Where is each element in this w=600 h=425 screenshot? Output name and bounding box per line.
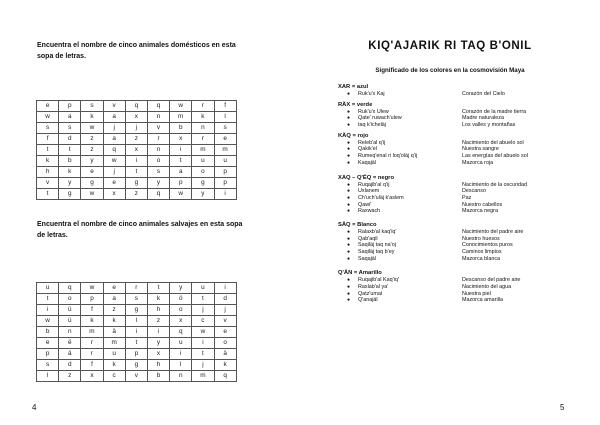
grid-cell: q <box>125 101 147 112</box>
grid-cell: r <box>147 134 169 145</box>
grid-cell: b <box>37 327 59 338</box>
grid-cell: t <box>125 167 147 178</box>
grid-cell: r <box>192 134 214 145</box>
grid-cell: r <box>192 101 214 112</box>
kaqchikel-term: Kaqajäl <box>358 159 376 166</box>
grid-cell: n <box>192 123 214 134</box>
grid-cell: o <box>214 338 236 349</box>
bullet-icon: ● <box>347 290 351 297</box>
grid-cell: x <box>125 112 147 123</box>
color-row <box>338 256 588 263</box>
grid-cell: ë <box>59 338 81 349</box>
grid-row <box>37 178 237 189</box>
spanish-meaning: Caminos limpios <box>462 249 502 255</box>
grid-row <box>37 189 237 200</box>
grid-cell: y <box>81 156 103 167</box>
grid-cell: m <box>192 371 214 382</box>
grid-cell: ä <box>214 349 236 360</box>
grid-cell: d <box>59 134 81 145</box>
grid-cell: k <box>59 167 81 178</box>
color-row <box>338 153 588 160</box>
spanish-meaning: Mazorca negra <box>462 208 498 215</box>
word-search-domestic <box>36 100 237 200</box>
grid-cell: i <box>125 156 147 167</box>
grid-cell: l <box>214 112 236 123</box>
grid-cell: h <box>147 360 169 371</box>
grid-cell: x <box>147 349 169 360</box>
kaqchikel-term: taq k'icheläj <box>358 122 386 129</box>
color-heading: XAR = azul <box>338 84 369 90</box>
grid-row <box>37 101 237 112</box>
grid-cell: t <box>170 156 192 167</box>
kaqchikel-term: Q'anajäl <box>358 297 378 304</box>
color-row <box>338 236 588 243</box>
grid-cell: p <box>170 178 192 189</box>
bullet-icon: ● <box>347 277 351 284</box>
color-group <box>338 84 588 98</box>
grid-cell: p <box>214 167 236 178</box>
grid-cell: f <box>214 101 236 112</box>
grid-cell: l <box>37 371 59 382</box>
color-heading: RÄX = verde <box>338 101 373 108</box>
grid-cell: w <box>192 327 214 338</box>
bullet-icon: ● <box>347 188 351 195</box>
spanish-meaning: Mazorca blanca <box>462 255 501 262</box>
grid-cell: w <box>81 123 103 134</box>
color-row <box>338 91 588 98</box>
grid-row <box>37 123 237 134</box>
bullet-icon: ● <box>347 108 351 115</box>
grid-cell: r <box>81 349 103 360</box>
grid-cell: p <box>125 349 147 360</box>
grid-cell: t <box>37 145 59 156</box>
grid-cell: m <box>81 327 103 338</box>
color-row <box>338 291 588 298</box>
grid-cell: w <box>37 112 59 123</box>
color-row <box>338 140 588 147</box>
grid-cell: o <box>192 167 214 178</box>
grid-cell: w <box>37 316 59 327</box>
color-row <box>338 160 588 167</box>
grid-cell: i <box>214 189 236 200</box>
grid-cell: u <box>192 156 214 167</box>
color-heading: SÄQ = Blanco <box>338 221 377 228</box>
grid-cell: w <box>170 101 192 112</box>
grid-cell: c <box>192 316 214 327</box>
bullet-icon: ● <box>347 284 351 291</box>
grid-cell: r <box>81 338 103 349</box>
spanish-meaning: Descanso <box>462 188 486 195</box>
grid-cell: p <box>37 349 59 360</box>
grid-cell: t <box>192 294 214 305</box>
grid-cell: c <box>103 371 125 382</box>
bullet-icon: ● <box>347 159 351 166</box>
grid-row <box>37 316 237 327</box>
grid-cell: s <box>125 294 147 305</box>
grid-cell: i <box>170 145 192 156</box>
grid-cell: y <box>192 189 214 200</box>
grid-cell: e <box>81 167 103 178</box>
grid-row <box>37 349 237 360</box>
grid-cell: i <box>125 327 147 338</box>
kaqchikel-term: Rumeq'enal ri loq'oläj q'ij <box>358 153 418 160</box>
grid-cell: k <box>214 360 236 371</box>
grid-cell: z <box>125 134 147 145</box>
grid-cell: o <box>147 156 169 167</box>
color-heading: XAQ – Q'ËQ = negro <box>338 174 394 181</box>
kaqchikel-term: Qab'aqil <box>358 235 378 242</box>
kaqchikel-term: Ruqajib'al q'ij <box>358 181 390 188</box>
grid-cell: q <box>147 101 169 112</box>
grid-cell: y <box>59 178 81 189</box>
kaqchikel-term: Saqiläj taq b'ey <box>358 249 395 255</box>
grid-cell: a <box>103 294 125 305</box>
color-group <box>338 222 588 262</box>
grid-cell: v <box>147 123 169 134</box>
color-row <box>338 182 588 189</box>
kaqchikel-term: Ruk'u'x Ulew <box>358 108 389 115</box>
spanish-meaning: Nacimiento del agua <box>462 284 512 291</box>
grid-cell: m <box>214 145 236 156</box>
color-row <box>338 109 588 116</box>
color-row <box>338 229 588 236</box>
grid-cell: q <box>103 145 125 156</box>
grid-cell: v <box>37 178 59 189</box>
grid-cell: x <box>170 134 192 145</box>
grid-cell: j <box>214 305 236 316</box>
grid-cell: g <box>81 178 103 189</box>
grid-cell: m <box>103 338 125 349</box>
grid-cell: f <box>81 305 103 316</box>
spanish-meaning: Descanso del padre aire <box>462 277 521 284</box>
color-row <box>338 208 588 215</box>
grid-cell: m <box>170 112 192 123</box>
grid-cell: t <box>192 349 214 360</box>
spanish-meaning: Mazorca amarilla <box>462 297 504 304</box>
instruction-domestic: Encuentra el nombre de cinco animales domésticos en esta sopa de letras. <box>37 42 236 60</box>
grid-cell: u <box>214 156 236 167</box>
spanish-meaning: Nuestro huesos <box>462 235 500 242</box>
grid-cell: v <box>125 371 147 382</box>
grid-cell: x <box>103 189 125 200</box>
grid-cell: e <box>37 101 59 112</box>
grid-row <box>37 294 237 305</box>
bullet-icon: ● <box>347 153 351 160</box>
grid-cell: t <box>37 294 59 305</box>
grid-cell: s <box>37 360 59 371</box>
grid-cell: m <box>192 145 214 156</box>
grid-cell: q <box>170 327 192 338</box>
grid-cell: s <box>37 123 59 134</box>
kaqchikel-term: Qakik'el <box>358 146 378 153</box>
grid-cell: j <box>103 167 125 178</box>
spanish-meaning: Nacimiento del padre aire <box>462 228 524 235</box>
grid-cell: t <box>147 283 169 294</box>
kaqchikel-term: Raxlab'al ya' <box>358 284 389 291</box>
grid-cell: z <box>59 371 81 382</box>
grid-cell: i <box>37 305 59 316</box>
grid-cell: u <box>170 338 192 349</box>
grid-cell: i <box>147 327 169 338</box>
page-title: KIQ'AJARIK RI TAQ B'ONIL <box>368 40 532 52</box>
grid-cell: j <box>192 360 214 371</box>
spanish-meaning: Los valles y montañas <box>462 122 516 129</box>
bullet-icon: ● <box>347 297 351 304</box>
grid-cell: o <box>59 294 81 305</box>
bullet-icon: ● <box>347 208 351 215</box>
grid-cell: l <box>125 316 147 327</box>
spanish-meaning: Nuestro cabellos <box>462 201 503 208</box>
bullet-icon: ● <box>347 115 351 122</box>
grid-cell: w <box>81 189 103 200</box>
color-row <box>338 202 588 209</box>
grid-cell: i <box>192 338 214 349</box>
grid-cell: t <box>125 338 147 349</box>
grid-cell: o <box>170 305 192 316</box>
grid-cell: x <box>170 316 192 327</box>
grid-cell: e <box>214 134 236 145</box>
color-row <box>338 195 588 202</box>
kaqchikel-term: Qatz'umal <box>358 290 383 297</box>
color-heading: Q'ÄN = Amarillo <box>338 270 382 277</box>
grid-cell: z <box>125 189 147 200</box>
spanish-meaning: Nuestra piel <box>462 290 491 297</box>
grid-cell: w <box>103 156 125 167</box>
grid-cell: j <box>103 123 125 134</box>
grid-cell: k <box>147 294 169 305</box>
grid-cell: x <box>81 371 103 382</box>
color-group <box>338 133 588 167</box>
grid-cell: e <box>103 178 125 189</box>
color-group <box>338 102 588 129</box>
spanish-meaning: Conocimientos puros <box>462 242 513 249</box>
kaqchikel-term: Ruqajib'al Kaq'iq' <box>358 277 399 284</box>
grid-cell: u <box>37 283 59 294</box>
grid-cell: n <box>147 112 169 123</box>
spanish-meaning: Las energías del abuelo sol <box>462 153 528 160</box>
spanish-meaning: Madre naturaleza <box>462 115 504 122</box>
kaqchikel-term: Raxwach <box>358 208 381 215</box>
kaqchikel-term: Uxlanem <box>358 188 380 195</box>
bullet-icon: ● <box>347 181 351 188</box>
spanish-meaning: Nacimiento del abuelo sol <box>462 139 524 146</box>
grid-row <box>37 156 237 167</box>
grid-cell: b <box>170 123 192 134</box>
grid-cell: f <box>37 134 59 145</box>
bullet-icon: ● <box>347 146 351 153</box>
grid-cell: k <box>192 112 214 123</box>
grid-row <box>37 338 237 349</box>
instruction-wild: Encuentra el nombre de cinco animales salvajes en esta sopa de letras. <box>37 221 243 239</box>
spanish-meaning: Nuestra sangre <box>462 146 499 153</box>
grid-cell: b <box>59 156 81 167</box>
grid-cell: q <box>59 283 81 294</box>
kaqchikel-term: Saqiläj taq na'oj <box>358 242 396 249</box>
grid-row <box>37 112 237 123</box>
grid-cell: t <box>59 145 81 156</box>
grid-cell: g <box>59 189 81 200</box>
grid-row <box>37 360 237 371</box>
color-row <box>338 277 588 284</box>
color-row <box>338 284 588 291</box>
grid-cell: g <box>125 178 147 189</box>
grid-cell: ä <box>103 327 125 338</box>
grid-cell: n <box>59 327 81 338</box>
grid-cell: n <box>170 371 192 382</box>
bullet-icon: ● <box>347 194 351 201</box>
grid-cell: y <box>170 283 192 294</box>
kaqchikel-term: Ruk'u'x Kaj <box>358 91 385 97</box>
grid-row <box>37 371 237 382</box>
bullet-icon: ● <box>347 235 351 242</box>
right-page <box>300 0 600 425</box>
bullet-icon: ● <box>347 122 351 129</box>
grid-cell: ö <box>170 294 192 305</box>
grid-row <box>37 305 237 316</box>
grid-cell: i <box>214 283 236 294</box>
bullet-icon: ● <box>347 255 351 262</box>
kaqchikel-term: Qate' ruwach'ulew <box>358 115 402 122</box>
grid-cell: x <box>125 145 147 156</box>
grid-cell: e <box>103 283 125 294</box>
kaqchikel-term: Ch'uch'uläj k'aslem <box>358 194 404 201</box>
grid-cell: s <box>214 123 236 134</box>
bullet-icon: ● <box>347 242 351 249</box>
page-number-right: 5 <box>560 403 565 412</box>
color-meanings <box>338 84 588 304</box>
grid-row <box>37 167 237 178</box>
color-row <box>338 146 588 153</box>
grid-cell: l <box>170 360 192 371</box>
grid-cell: k <box>81 112 103 123</box>
grid-cell: v <box>214 316 236 327</box>
page-number-left: 4 <box>32 403 37 412</box>
color-row <box>338 115 588 122</box>
grid-cell: k <box>103 316 125 327</box>
grid-cell: u <box>103 349 125 360</box>
grid-cell: s <box>81 101 103 112</box>
bullet-icon: ● <box>347 201 351 208</box>
grid-cell: g <box>125 305 147 316</box>
grid-cell: z <box>81 145 103 156</box>
grid-cell: ä <box>59 349 81 360</box>
kaqchikel-term: Releb'al q'ij <box>358 139 386 146</box>
bullet-icon: ● <box>347 91 351 97</box>
grid-cell: n <box>147 145 169 156</box>
grid-cell: a <box>170 167 192 178</box>
grid-cell: p <box>81 294 103 305</box>
color-row <box>338 249 588 256</box>
bullet-icon: ● <box>347 249 351 255</box>
grid-cell: e <box>214 327 236 338</box>
grid-cell: h <box>147 305 169 316</box>
grid-cell: w <box>170 189 192 200</box>
grid-cell: d <box>214 294 236 305</box>
spanish-meaning: Mazorca roja <box>462 159 494 166</box>
grid-row <box>37 283 237 294</box>
grid-cell: i <box>170 349 192 360</box>
grid-cell: z <box>147 316 169 327</box>
grid-cell: j <box>192 305 214 316</box>
kaqchikel-term: Ralaxb'al kaq'iq' <box>358 228 397 235</box>
grid-cell: a <box>103 134 125 145</box>
color-heading: KÄQ = rojo <box>338 132 369 139</box>
grid-cell: f <box>81 360 103 371</box>
grid-cell: q <box>214 371 236 382</box>
grid-row <box>37 145 237 156</box>
grid-cell: u <box>192 283 214 294</box>
spanish-meaning: Corazón del Cielo <box>462 91 505 97</box>
grid-cell: h <box>37 167 59 178</box>
grid-cell: a <box>103 112 125 123</box>
grid-row <box>37 327 237 338</box>
color-row <box>338 297 588 304</box>
grid-cell: y <box>147 178 169 189</box>
grid-cell: r <box>125 283 147 294</box>
color-group <box>338 270 588 304</box>
grid-row <box>37 134 237 145</box>
grid-cell: t <box>37 189 59 200</box>
color-row <box>338 122 588 129</box>
grid-cell: g <box>125 360 147 371</box>
bullet-icon: ● <box>347 228 351 235</box>
bullet-icon: ● <box>347 139 351 146</box>
grid-cell: z <box>103 305 125 316</box>
grid-cell: k <box>37 156 59 167</box>
grid-cell: s <box>59 123 81 134</box>
grid-cell: z <box>81 134 103 145</box>
spanish-meaning: Paz <box>462 194 472 201</box>
grid-cell: b <box>147 371 169 382</box>
spanish-meaning: Nacimiento de la oscuridad <box>462 181 528 188</box>
word-search-wild <box>36 282 237 382</box>
page-subtitle: Significado de los colores en la cosmovisión Maya <box>375 67 525 74</box>
color-group <box>338 175 588 215</box>
grid-cell: q <box>147 189 169 200</box>
kaqchikel-term: Qawi' <box>358 201 372 208</box>
kaqchikel-term: Saqajäl <box>358 255 376 262</box>
grid-cell: g <box>192 178 214 189</box>
grid-cell: k <box>103 360 125 371</box>
grid-cell: p <box>59 101 81 112</box>
grid-cell: ü <box>59 305 81 316</box>
grid-cell: y <box>147 338 169 349</box>
grid-cell: p <box>214 178 236 189</box>
grid-cell: d <box>59 360 81 371</box>
color-row <box>338 242 588 249</box>
grid-cell: k <box>81 316 103 327</box>
grid-cell: w <box>81 283 103 294</box>
grid-cell: s <box>147 167 169 178</box>
grid-cell: ü <box>59 316 81 327</box>
spanish-meaning: Corazón de la madre tierra <box>462 108 527 115</box>
grid-cell: j <box>125 123 147 134</box>
color-row <box>338 188 588 195</box>
grid-cell: a <box>59 112 81 123</box>
grid-cell: v <box>103 101 125 112</box>
grid-cell: e <box>37 338 59 349</box>
